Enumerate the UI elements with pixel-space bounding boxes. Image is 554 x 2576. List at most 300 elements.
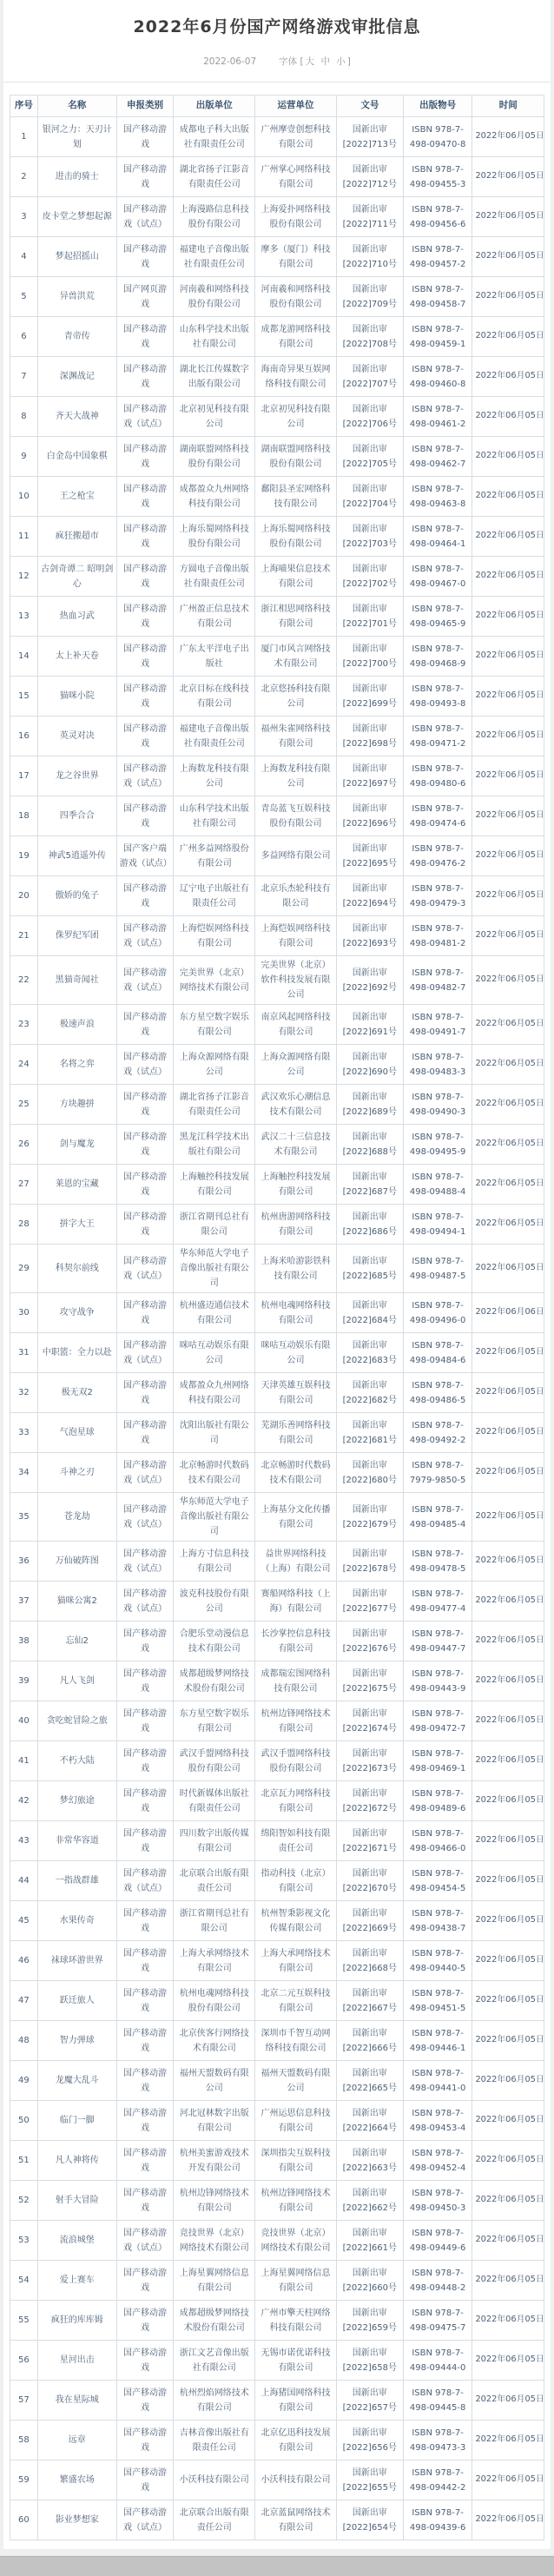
cell-isbn: ISBN 978-7-498-09453-4 bbox=[403, 2101, 472, 2141]
cell-serial: 18 bbox=[10, 796, 38, 836]
cell-serial: 27 bbox=[10, 1165, 38, 1205]
cell-date: 2022年06月05日 bbox=[472, 956, 544, 1005]
cell-operator: 鄱阳县圣宏网络科技有限公司 bbox=[255, 477, 337, 517]
cell-publisher: 福建电子音像出版社有限责任公司 bbox=[174, 717, 255, 756]
cell-operator: 深圳指尖互娱科技有限公司 bbox=[255, 2141, 337, 2181]
cell-serial: 50 bbox=[10, 2101, 38, 2141]
cell-isbn: ISBN 978-7-498-09492-2 bbox=[403, 1413, 472, 1453]
cell-category: 国产移动游戏（试点） bbox=[116, 1245, 174, 1293]
table-header-cell: 出版物号 bbox=[403, 96, 472, 117]
cell-name: 深渊战记 bbox=[37, 357, 116, 397]
bracket-close: ] bbox=[346, 56, 351, 67]
cell-date: 2022年06月05日 bbox=[472, 2500, 544, 2540]
cell-date: 2022年06月05日 bbox=[472, 1493, 544, 1542]
cell-operator: 福州天盟数码有限公司 bbox=[255, 2061, 337, 2101]
cell-isbn: ISBN 978-7-498-09440-5 bbox=[403, 1941, 472, 1981]
font-size-small-button[interactable]: 小 bbox=[336, 56, 346, 67]
cell-isbn: ISBN 978-7-498-09455-3 bbox=[403, 157, 472, 197]
table-row bbox=[10, 1165, 544, 1205]
cell-date: 2022年06月05日 bbox=[472, 637, 544, 677]
cell-docno: 国新出审[2022]654号 bbox=[336, 2500, 403, 2540]
cell-date: 2022年06月05日 bbox=[472, 1781, 544, 1821]
table-row bbox=[10, 277, 544, 317]
cell-category: 国产移动游戏 bbox=[116, 317, 174, 357]
cell-publisher: 河南羲和网络科技股份有限公司 bbox=[174, 277, 255, 317]
cell-docno: 国新出审[2022]696号 bbox=[336, 796, 403, 836]
table-row bbox=[10, 397, 544, 437]
table-row bbox=[10, 1861, 544, 1901]
cell-name: 名将之弈 bbox=[37, 1045, 116, 1085]
cell-category: 国产移动游戏（试点） bbox=[116, 1542, 174, 1582]
cell-name: 攻守战争 bbox=[37, 1293, 116, 1333]
cell-publisher: 上海大承网络技术有限公司 bbox=[174, 1941, 255, 1981]
cell-name: 方块趣拼 bbox=[37, 1085, 116, 1125]
cell-serial: 4 bbox=[10, 237, 38, 277]
cell-isbn: ISBN 978-7-498-09442-2 bbox=[403, 2460, 472, 2500]
table-row bbox=[10, 2021, 544, 2061]
cell-publisher: 沈阳出版社有限公司 bbox=[174, 1413, 255, 1453]
cell-isbn: ISBN 978-7-498-09462-7 bbox=[403, 437, 472, 477]
cell-name: 莱恩的宝藏 bbox=[37, 1165, 116, 1205]
table-row bbox=[10, 2341, 544, 2381]
cell-docno: 国新出审[2022]655号 bbox=[336, 2460, 403, 2500]
cell-publisher: 浙江文艺音像出版社有限公司 bbox=[174, 2341, 255, 2381]
cell-isbn: ISBN 978-7-498-09486-5 bbox=[403, 1373, 472, 1413]
cell-isbn: ISBN 978-7-498-09456-6 bbox=[403, 197, 472, 237]
cell-publisher: 吉林音像出版社有限责任公司 bbox=[174, 2421, 255, 2460]
cell-isbn: ISBN 978-7-498-09459-1 bbox=[403, 317, 472, 357]
cell-category: 国产移动游戏 bbox=[116, 1413, 174, 1453]
cell-category: 国产移动游戏 bbox=[116, 477, 174, 517]
cell-date: 2022年06月05日 bbox=[472, 197, 544, 237]
table-row bbox=[10, 2261, 544, 2301]
cell-category: 国产移动游戏（试点） bbox=[116, 1493, 174, 1542]
cell-publisher: 完美世界（北京）网络技术有限公司 bbox=[174, 956, 255, 1005]
cell-category: 国产移动游戏 bbox=[116, 2101, 174, 2141]
cell-operator: 武汉欢乐心潮信息技术有限公司 bbox=[255, 1085, 337, 1125]
cell-isbn: ISBN 978-7-498-09469-1 bbox=[403, 1741, 472, 1781]
cell-serial: 38 bbox=[10, 1622, 38, 1661]
cell-date: 2022年06月05日 bbox=[472, 477, 544, 517]
cell-publisher: 浙江省期刊总社有限公司 bbox=[174, 1205, 255, 1245]
cell-docno: 国新出审[2022]712号 bbox=[336, 157, 403, 197]
table-header-row bbox=[10, 96, 544, 117]
cell-serial: 33 bbox=[10, 1413, 38, 1453]
cell-operator: 上海米哈游影铁科技有限公司 bbox=[255, 1245, 337, 1293]
cell-date: 2022年06月05日 bbox=[472, 517, 544, 557]
cell-date: 2022年06月05日 bbox=[472, 1373, 544, 1413]
cell-serial: 51 bbox=[10, 2141, 38, 2181]
cell-name: 远章 bbox=[37, 2421, 116, 2460]
cell-operator: 北京二元互娱科技有限公司 bbox=[255, 1981, 337, 2021]
cell-name: 神武5逍遥外传 bbox=[37, 836, 116, 876]
cell-operator: 多益网络有限公司 bbox=[255, 836, 337, 876]
cell-isbn: ISBN 978-7-498-09489-6 bbox=[403, 1781, 472, 1821]
cell-date: 2022年06月05日 bbox=[472, 1245, 544, 1293]
cell-docno: 国新出审[2022]705号 bbox=[336, 437, 403, 477]
cell-date: 2022年06月05日 bbox=[472, 237, 544, 277]
table-row bbox=[10, 2181, 544, 2221]
cell-category: 国产移动游戏 bbox=[116, 1373, 174, 1413]
cell-publisher: 福州天盟数码有限公司 bbox=[174, 2061, 255, 2101]
cell-publisher: 杭州电魂网络科技股份有限公司 bbox=[174, 1981, 255, 2021]
cell-name: 银河之力：天刃计划 bbox=[37, 117, 116, 157]
cell-operator: 杭州边锋网络技术有限公司 bbox=[255, 1701, 337, 1741]
cell-serial: 46 bbox=[10, 1941, 38, 1981]
table-row bbox=[10, 637, 544, 677]
cell-operator: 成都龙游网络科技有限公司 bbox=[255, 317, 337, 357]
cell-docno: 国新出审[2022]692号 bbox=[336, 956, 403, 1005]
cell-isbn: ISBN 978-7-498-09468-9 bbox=[403, 637, 472, 677]
cell-publisher: 东方星空数字娱乐有限公司 bbox=[174, 1005, 255, 1045]
page-title: 2022年6月份国产网络游戏审批信息 bbox=[133, 17, 421, 36]
cell-category: 国产移动游戏 bbox=[116, 1821, 174, 1861]
cell-operator: 上海众源网络有限公司 bbox=[255, 1045, 337, 1085]
cell-name: 齐天大战神 bbox=[37, 397, 116, 437]
cell-publisher: 成都盈众九州网络科技有限公司 bbox=[174, 477, 255, 517]
cell-name: 气泡星球 bbox=[37, 1413, 116, 1453]
cell-operator: 咪咕互动娱乐有限公司 bbox=[255, 1333, 337, 1373]
cell-category: 国产移动游戏 bbox=[116, 1981, 174, 2021]
cell-publisher: 北京联合出版有限责任公司 bbox=[174, 1861, 255, 1901]
table-header-cell: 名称 bbox=[37, 96, 116, 117]
cell-publisher: 湖北省扬子江影音有限责任公司 bbox=[174, 1085, 255, 1125]
cell-isbn: ISBN 978-7-7979-9850-5 bbox=[403, 1453, 472, 1493]
table-row bbox=[10, 157, 544, 197]
cell-operator: 天津英雄互娱科技有限公司 bbox=[255, 1373, 337, 1413]
table-row bbox=[10, 1045, 544, 1085]
cell-isbn: ISBN 978-7-498-09452-4 bbox=[403, 2141, 472, 2181]
table-row bbox=[10, 2301, 544, 2341]
cell-isbn: ISBN 978-7-498-09472-7 bbox=[403, 1701, 472, 1741]
bracket-open: [ bbox=[300, 56, 304, 67]
cell-operator: 北京初见科技有限公司 bbox=[255, 397, 337, 437]
cell-date: 2022年06月05日 bbox=[472, 796, 544, 836]
cell-operator: 上海恺娱网络科技有限公司 bbox=[255, 916, 337, 956]
cell-category: 国产移动游戏 bbox=[116, 1701, 174, 1741]
cell-docno: 国新出审[2022]660号 bbox=[336, 2261, 403, 2301]
table-row bbox=[10, 1701, 544, 1741]
cell-isbn: ISBN 978-7-498-09461-2 bbox=[403, 397, 472, 437]
cell-docno: 国新出审[2022]678号 bbox=[336, 1542, 403, 1582]
cell-publisher: 浙江省期刊总社有限公司 bbox=[174, 1901, 255, 1941]
cell-docno: 国新出审[2022]681号 bbox=[336, 1413, 403, 1453]
approval-table bbox=[10, 95, 544, 2540]
cell-serial: 34 bbox=[10, 1453, 38, 1493]
table-row bbox=[10, 2500, 544, 2540]
cell-publisher: 湖北长江传媒数字出版有限公司 bbox=[174, 357, 255, 397]
cell-date: 2022年06月05日 bbox=[472, 1821, 544, 1861]
cell-name: 水果传奇 bbox=[37, 1901, 116, 1941]
cell-serial: 20 bbox=[10, 876, 38, 916]
cell-date: 2022年06月05日 bbox=[472, 2301, 544, 2341]
cell-serial: 44 bbox=[10, 1861, 38, 1901]
cell-publisher: 方圆电子音像出版社有限责任公司 bbox=[174, 557, 255, 597]
table-row bbox=[10, 1661, 544, 1701]
cell-serial: 26 bbox=[10, 1125, 38, 1165]
cell-isbn: ISBN 978-7-498-09479-3 bbox=[403, 876, 472, 916]
cell-name: 忘仙2 bbox=[37, 1622, 116, 1661]
table-row bbox=[10, 1453, 544, 1493]
cell-name: 龙之谷世界 bbox=[37, 756, 116, 796]
cell-docno: 国新出审[2022]677号 bbox=[336, 1582, 403, 1622]
cell-category: 国产移动游戏 bbox=[116, 1085, 174, 1125]
cell-category: 国产移动游戏（试点） bbox=[116, 1045, 174, 1085]
cell-operator: 南京风起网络科技有限公司 bbox=[255, 1005, 337, 1045]
cell-name: 皮卡堂之梦想起源 bbox=[37, 197, 116, 237]
table-row bbox=[10, 597, 544, 637]
cell-date: 2022年06月05日 bbox=[472, 1413, 544, 1453]
table-row bbox=[10, 1373, 544, 1413]
cell-date: 2022年06月05日 bbox=[472, 1005, 544, 1045]
cell-name: 青帝传 bbox=[37, 317, 116, 357]
cell-category: 国产移动游戏（试点） bbox=[116, 1333, 174, 1373]
cell-operator: 杭州智秉影视文化传媒有限公司 bbox=[255, 1901, 337, 1941]
cell-serial: 54 bbox=[10, 2261, 38, 2301]
cell-serial: 37 bbox=[10, 1582, 38, 1622]
cell-docno: 国新出审[2022]708号 bbox=[336, 317, 403, 357]
cell-name: 跃迁旅人 bbox=[37, 1981, 116, 2021]
cell-category: 国产移动游戏（试点） bbox=[116, 1861, 174, 1901]
cell-category: 国产移动游戏（试点） bbox=[116, 397, 174, 437]
cell-date: 2022年06月05日 bbox=[472, 2021, 544, 2061]
cell-name: 极无双2 bbox=[37, 1373, 116, 1413]
cell-operator: 上海爱扑网络科技股份有限公司 bbox=[255, 197, 337, 237]
table-row bbox=[10, 317, 544, 357]
cell-publisher: 成都超级梦网络技术股份有限公司 bbox=[174, 2301, 255, 2341]
cell-name: 斗神之刃 bbox=[37, 1453, 116, 1493]
cell-serial: 14 bbox=[10, 637, 38, 677]
table-header-cell: 时间 bbox=[472, 96, 544, 117]
font-size-medium-button[interactable]: 中 bbox=[320, 56, 330, 67]
cell-date: 2022年06月05日 bbox=[472, 597, 544, 637]
cell-docno: 国新出审[2022]671号 bbox=[336, 1821, 403, 1861]
cell-serial: 10 bbox=[10, 477, 38, 517]
cell-date: 2022年06月05日 bbox=[472, 2381, 544, 2421]
cell-category: 国产移动游戏 bbox=[116, 1293, 174, 1333]
cell-publisher: 成都电子科大出版社有限责任公司 bbox=[174, 117, 255, 157]
cell-serial: 31 bbox=[10, 1333, 38, 1373]
cell-publisher: 杭州美蜜游戏技术开发有限公司 bbox=[174, 2141, 255, 2181]
cell-docno: 国新出审[2022]710号 bbox=[336, 237, 403, 277]
table-row bbox=[10, 1582, 544, 1622]
cell-publisher: 北京联合出版有限责任公司 bbox=[174, 2500, 255, 2540]
cell-operator: 广州掌心网络科技有限公司 bbox=[255, 157, 337, 197]
cell-docno: 国新出审[2022]676号 bbox=[336, 1622, 403, 1661]
cell-name: 四季合合 bbox=[37, 796, 116, 836]
cell-category: 国产移动游戏 bbox=[116, 1125, 174, 1165]
cell-operator: 竞技世界（北京）网络技术有限公司 bbox=[255, 2221, 337, 2261]
table-row bbox=[10, 756, 544, 796]
cell-date: 2022年06月05日 bbox=[472, 836, 544, 876]
cell-date: 2022年06月05日 bbox=[472, 1741, 544, 1781]
cell-publisher: 杭州烈焰网络技术有限公司 bbox=[174, 2381, 255, 2421]
cell-date: 2022年06月05日 bbox=[472, 117, 544, 157]
cell-isbn: ISBN 978-7-498-09443-9 bbox=[403, 1661, 472, 1701]
cell-category: 国产移动游戏（试点） bbox=[116, 756, 174, 796]
cell-category: 国产移动游戏 bbox=[116, 437, 174, 477]
cell-isbn: ISBN 978-7-498-09474-6 bbox=[403, 796, 472, 836]
cell-name: 异兽洪荒 bbox=[37, 277, 116, 317]
cell-docno: 国新出审[2022]701号 bbox=[336, 597, 403, 637]
cell-serial: 3 bbox=[10, 197, 38, 237]
cell-docno: 国新出审[2022]704号 bbox=[336, 477, 403, 517]
publish-date: 2022-06-07 bbox=[203, 56, 257, 67]
cell-serial: 43 bbox=[10, 1821, 38, 1861]
cell-docno: 国新出审[2022]695号 bbox=[336, 836, 403, 876]
cell-date: 2022年06月05日 bbox=[472, 1941, 544, 1981]
cell-name: 剑与魔龙 bbox=[37, 1125, 116, 1165]
cell-operator: 广州摩壹创想科技有限公司 bbox=[255, 117, 337, 157]
cell-date: 2022年06月05日 bbox=[472, 557, 544, 597]
table-row bbox=[10, 1901, 544, 1941]
cell-publisher: 上海恺娱网络科技有限公司 bbox=[174, 916, 255, 956]
table-row bbox=[10, 1941, 544, 1981]
cell-docno: 国新出审[2022]662号 bbox=[336, 2181, 403, 2221]
cell-publisher: 河北冠林数字出版有限公司 bbox=[174, 2101, 255, 2141]
cell-docno: 国新出审[2022]675号 bbox=[336, 1661, 403, 1701]
cell-serial: 48 bbox=[10, 2021, 38, 2061]
cell-publisher: 华东师范大学电子音像出版社有限公司 bbox=[174, 1493, 255, 1542]
cell-serial: 45 bbox=[10, 1901, 38, 1941]
cell-operator: 青岛蓝飞互娱科技股份有限公司 bbox=[255, 796, 337, 836]
cell-serial: 55 bbox=[10, 2301, 38, 2341]
cell-category: 国产网页游戏 bbox=[116, 277, 174, 317]
cell-category: 国产移动游戏 bbox=[116, 1165, 174, 1205]
cell-publisher: 上海数龙科技有限公司 bbox=[174, 756, 255, 796]
cell-operator: 上海星翼网络信息有限公司 bbox=[255, 2261, 337, 2301]
cell-date: 2022年06月05日 bbox=[472, 756, 544, 796]
cell-name: 热血习武 bbox=[37, 597, 116, 637]
table-row bbox=[10, 2221, 544, 2261]
cell-isbn: ISBN 978-7-498-09471-2 bbox=[403, 717, 472, 756]
approval-table-body bbox=[10, 117, 544, 2540]
cell-category: 国产移动游戏 bbox=[116, 1741, 174, 1781]
cell-publisher: 北京侠客行网络技术有限公司 bbox=[174, 2021, 255, 2061]
cell-name: 苍龙劫 bbox=[37, 1493, 116, 1542]
cell-name: 古剑奇谭二 昭明剑心 bbox=[37, 557, 116, 597]
cell-docno: 国新出审[2022]689号 bbox=[336, 1085, 403, 1125]
cell-operator: 杭州唐游网络科技有限公司 bbox=[255, 1205, 337, 1245]
cell-serial: 59 bbox=[10, 2460, 38, 2500]
table-row bbox=[10, 2421, 544, 2460]
cell-serial: 36 bbox=[10, 1542, 38, 1582]
cell-isbn: ISBN 978-7-498-09484-6 bbox=[403, 1333, 472, 1373]
cell-docno: 国新出审[2022]686号 bbox=[336, 1205, 403, 1245]
cell-date: 2022年06月05日 bbox=[472, 1701, 544, 1741]
cell-name: 拼字大王 bbox=[37, 1205, 116, 1245]
cell-docno: 国新出审[2022]693号 bbox=[336, 916, 403, 956]
cell-isbn: ISBN 978-7-498-09447-7 bbox=[403, 1622, 472, 1661]
cell-publisher: 山东科学技术出版社有限公司 bbox=[174, 317, 255, 357]
cell-date: 2022年06月05日 bbox=[472, 1165, 544, 1205]
cell-operator: 河南羲和网络科技股份有限公司 bbox=[255, 277, 337, 317]
cell-category: 国产移动游戏 bbox=[116, 357, 174, 397]
cell-docno: 国新出审[2022]703号 bbox=[336, 517, 403, 557]
cell-operator: 厦门市风言网络技术有限公司 bbox=[255, 637, 337, 677]
cell-publisher: 东方星空数字娱乐有限公司 bbox=[174, 1701, 255, 1741]
cell-operator: 赛船网络科技（上海）有限公司 bbox=[255, 1582, 337, 1622]
cell-name: 智力弹球 bbox=[37, 2021, 116, 2061]
cell-serial: 19 bbox=[10, 836, 38, 876]
cell-category: 国产移动游戏（试点） bbox=[116, 2500, 174, 2540]
cell-docno: 国新出审[2022]679号 bbox=[336, 1493, 403, 1542]
cell-name: 猫咪小院 bbox=[37, 677, 116, 717]
cell-isbn: ISBN 978-7-498-09477-4 bbox=[403, 1582, 472, 1622]
cell-docno: 国新出审[2022]683号 bbox=[336, 1333, 403, 1373]
cell-date: 2022年06月06日 bbox=[472, 1293, 544, 1333]
cell-date: 2022年06月05日 bbox=[472, 677, 544, 717]
cell-isbn: ISBN 978-7-498-09466-0 bbox=[403, 1821, 472, 1861]
cell-docno: 国新出审[2022]666号 bbox=[336, 2021, 403, 2061]
cell-docno: 国新出审[2022]711号 bbox=[336, 197, 403, 237]
cell-docno: 国新出审[2022]682号 bbox=[336, 1373, 403, 1413]
cell-category: 国产移动游戏 bbox=[116, 2301, 174, 2341]
cell-isbn: ISBN 978-7-498-09464-1 bbox=[403, 517, 472, 557]
cell-name: 中职篮：全力以赴 bbox=[37, 1333, 116, 1373]
cell-docno: 国新出审[2022]687号 bbox=[336, 1165, 403, 1205]
cell-isbn: ISBN 978-7-498-09491-7 bbox=[403, 1005, 472, 1045]
cell-name: 非常华容道 bbox=[37, 1821, 116, 1861]
cell-serial: 24 bbox=[10, 1045, 38, 1085]
cell-operator: 深圳市千智互动网络科技有限公司 bbox=[255, 2021, 337, 2061]
cell-category: 国产移动游戏 bbox=[116, 2061, 174, 2101]
cell-serial: 35 bbox=[10, 1493, 38, 1542]
cell-date: 2022年06月05日 bbox=[472, 916, 544, 956]
cell-name: 影业梦想家 bbox=[37, 2500, 116, 2540]
cell-isbn: ISBN 978-7-498-09482-7 bbox=[403, 956, 472, 1005]
meta-line bbox=[3, 55, 551, 68]
cell-docno: 国新出审[2022]665号 bbox=[336, 2061, 403, 2101]
cell-publisher: 杭州盛迈通信技术有限公司 bbox=[174, 1293, 255, 1333]
cell-isbn: ISBN 978-7-498-09476-2 bbox=[403, 836, 472, 876]
cell-operator: 指动科技（北京）有限公司 bbox=[255, 1861, 337, 1901]
table-row bbox=[10, 836, 544, 876]
cell-docno: 国新出审[2022]684号 bbox=[336, 1293, 403, 1333]
cell-isbn: ISBN 978-7-498-09480-6 bbox=[403, 756, 472, 796]
cell-category: 国产移动游戏（试点） bbox=[116, 2221, 174, 2261]
cell-serial: 42 bbox=[10, 1781, 38, 1821]
cell-name: 临门一脚 bbox=[37, 2101, 116, 2141]
cell-name: 太上补天卷 bbox=[37, 637, 116, 677]
cell-serial: 16 bbox=[10, 717, 38, 756]
cell-date: 2022年06月05日 bbox=[472, 2341, 544, 2381]
table-row bbox=[10, 2101, 544, 2141]
cell-operator: 北京悠扬科技有限公司 bbox=[255, 677, 337, 717]
cell-serial: 39 bbox=[10, 1661, 38, 1701]
font-size-large-button[interactable]: 大 bbox=[305, 56, 315, 67]
cell-operator: 武汉二十三信息技术有限公司 bbox=[255, 1125, 337, 1165]
cell-date: 2022年06月05日 bbox=[472, 717, 544, 756]
cell-isbn: ISBN 978-7-498-09496-0 bbox=[403, 1293, 472, 1333]
cell-publisher: 广州多益网络股份有限公司 bbox=[174, 836, 255, 876]
cell-isbn: ISBN 978-7-498-09487-5 bbox=[403, 1245, 472, 1293]
cell-category: 国产移动游戏 bbox=[116, 677, 174, 717]
cell-publisher: 上海众源网络有限公司 bbox=[174, 1045, 255, 1085]
cell-isbn: ISBN 978-7-498-09493-8 bbox=[403, 677, 472, 717]
cell-serial: 23 bbox=[10, 1005, 38, 1045]
cell-name: 猫咪公寓2 bbox=[37, 1582, 116, 1622]
cell-serial: 29 bbox=[10, 1245, 38, 1293]
cell-isbn: ISBN 978-7-498-09495-9 bbox=[403, 1125, 472, 1165]
cell-docno: 国新出审[2022]657号 bbox=[336, 2381, 403, 2421]
table-row bbox=[10, 1005, 544, 1045]
cell-docno: 国新出审[2022]673号 bbox=[336, 1741, 403, 1781]
table-row bbox=[10, 357, 544, 397]
cell-docno: 国新出审[2022]674号 bbox=[336, 1701, 403, 1741]
cell-date: 2022年06月05日 bbox=[472, 2181, 544, 2221]
cell-date: 2022年06月05日 bbox=[472, 2141, 544, 2181]
